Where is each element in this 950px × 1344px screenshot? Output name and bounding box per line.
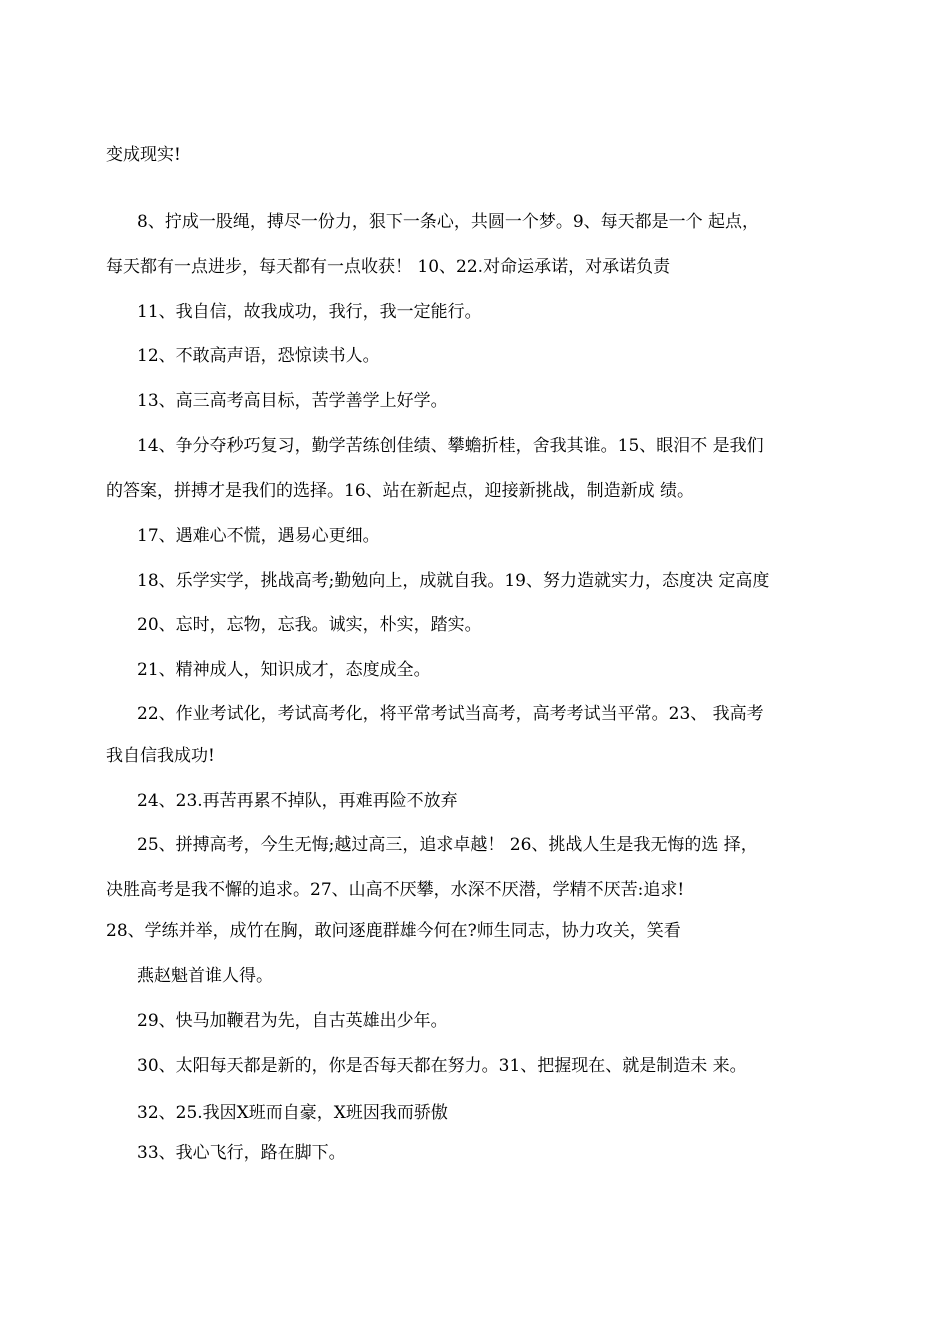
text-line: 14、争分夺秒巧复习，勤学苦练创佳绩、攀蟾折桂，舍我其谁。15、眼泪不 是我们 [137, 436, 764, 456]
text-line: 的答案，拼搏才是我们的选择。16、站在新起点，迎接新挑战，制造新成 绩。 [106, 481, 695, 501]
text-line: 30、太阳每天都是新的，你是否每天都在努力。31、把握现在、就是制造未 来。 [137, 1056, 747, 1076]
text-line: 我自信我成功! [106, 746, 215, 766]
text-line: 每天都有一点进步，每天都有一点收获！ 10、22.对命运承诺，对承诺负责 [106, 257, 671, 277]
text-line: 12、不敢高声语，恐惊读书人。 [137, 346, 380, 366]
text-line: 变成现实! [106, 145, 181, 165]
text-line: 22、作业考试化，考试高考化，将平常考试当高考，高考考试当平常。23、 我高考 [137, 704, 764, 724]
text-line: 33、我心飞行，路在脚下。 [137, 1143, 346, 1163]
text-line: 28、学练并举，成竹在胸，敢问逐鹿群雄今何在?师生同志，协力攻关，笑看 [106, 921, 681, 941]
text-line: 32、25.我因X班而自豪，X班因我而骄傲 [137, 1103, 448, 1123]
text-line: 11、我自信，故我成功，我行，我一定能行。 [137, 302, 482, 322]
text-line: 29、快马加鞭君为先，自古英雄出少年。 [137, 1011, 448, 1031]
text-line: 13、高三高考高目标，苦学善学上好学。 [137, 391, 448, 411]
text-line: 25、拼搏高考，今生无悔;越过高三，追求卓越！ 26、挑战人生是我无悔的选 择， [137, 835, 758, 855]
text-line: 24、23.再苦再累不掉队，再难再险不放弃 [137, 791, 458, 811]
text-line: 17、遇难心不慌，遇易心更细。 [137, 526, 380, 546]
text-line: 燕赵魁首谁人得。 [137, 966, 273, 986]
text-line: 21、精神成人，知识成才，态度成全。 [137, 660, 431, 680]
text-line: 8、拧成一股绳，搏尽一份力，狠下一条心，共圆一个梦。9、每天都是一个 起点， [137, 212, 760, 232]
text-line: 20、忘时，忘物，忘我。诚实，朴实，踏实。 [137, 615, 482, 635]
text-line: 18、乐学实学，挑战高考;勤勉向上，成就自我。19、努力造就实力，态度决 定高度 [137, 571, 770, 591]
text-line: 决胜高考是我不懈的追求。27、山高不厌攀，水深不厌潜，学精不厌苦:追求! [106, 880, 685, 900]
